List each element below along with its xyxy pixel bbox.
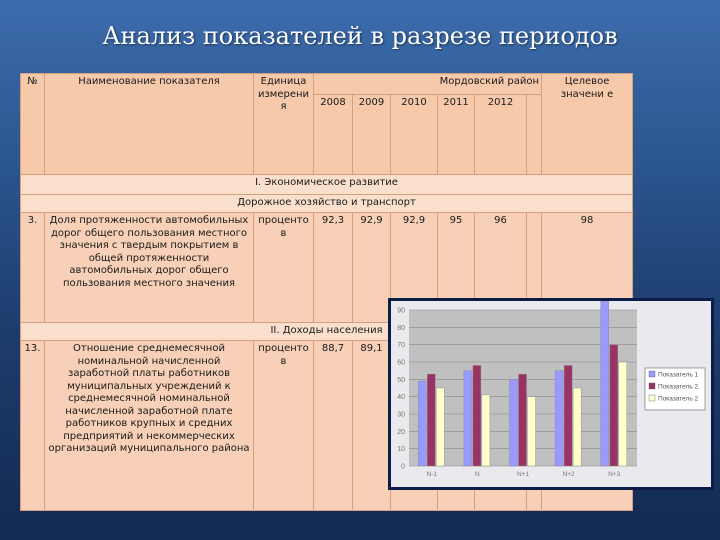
- comparison-chart[interactable]: [388, 298, 714, 490]
- row1-number: 3.: [21, 213, 45, 323]
- chart-legend-label-1: Показатель 2: [658, 383, 699, 391]
- header-name: Наименование показателя: [45, 74, 254, 175]
- chart-bar-3-0: [555, 371, 563, 466]
- header-year-2008: 2008: [314, 95, 353, 175]
- row1-value-2011: 95: [438, 213, 475, 323]
- chart-bar-2-1: [519, 374, 527, 466]
- row2-unit: проценто в: [254, 341, 314, 511]
- chart-ytick-label: 10: [397, 446, 405, 454]
- chart-bar-4-2: [619, 362, 627, 466]
- row1-value-2012: 96: [475, 213, 527, 323]
- header-region: Мордовский район: [314, 74, 542, 95]
- header-year-2010: 2010: [391, 95, 438, 175]
- header-target: Целевое значени е: [542, 74, 633, 175]
- chart-ytick-label: 60: [397, 359, 405, 367]
- chart-category-label: N+1: [516, 471, 530, 478]
- row2-number: 13.: [21, 341, 45, 511]
- chart-bar-0-1: [427, 374, 435, 466]
- chart-bar-4-1: [610, 345, 618, 466]
- row1-value-2009: 92,9: [353, 213, 391, 323]
- slide-title: Анализ показателей в разрезе периодов: [102, 22, 618, 50]
- chart-bar-2-0: [510, 379, 518, 466]
- row2-value-2008: 88,7: [314, 341, 353, 511]
- chart-ytick-label: 80: [397, 324, 405, 332]
- row2-value-2009: 89,1: [353, 341, 391, 511]
- chart-category-label: N+2: [562, 471, 575, 478]
- chart-category-label: N+3: [608, 471, 621, 478]
- header-number: №: [21, 74, 45, 175]
- chart-ytick-label: 50: [397, 376, 405, 384]
- header-year-2009: 2009: [353, 95, 391, 175]
- header-year-2012: 2012: [475, 95, 527, 175]
- chart-bar-0-2: [436, 388, 444, 466]
- chart-bar-1-1: [473, 365, 481, 466]
- chart-legend-swatch-1: [649, 383, 655, 389]
- chart-legend-swatch-0: [649, 371, 655, 377]
- row1-value-2010: 92,9: [391, 213, 438, 323]
- subsection-roads-transport: Дорожное хозяйство и транспорт: [21, 195, 633, 213]
- row1-unit: проценто в: [254, 213, 314, 323]
- chart-ytick-label: 70: [397, 342, 405, 350]
- chart-legend-swatch-2: [649, 395, 655, 401]
- row1-target: 98: [542, 213, 633, 323]
- header-empty-cell: [527, 95, 542, 175]
- chart-legend-label-2: Показатель 2: [658, 395, 699, 403]
- chart-bar-2-2: [528, 397, 536, 466]
- chart-category-label: N: [475, 471, 480, 478]
- row1-value-2008: 92,3: [314, 213, 353, 323]
- chart-bar-3-2: [573, 388, 581, 466]
- chart-legend-label-0: Показатель 1: [658, 371, 699, 379]
- chart-bar-1-2: [482, 395, 490, 466]
- chart-svg: [391, 301, 711, 487]
- header-unit: Единица измерени я: [254, 74, 314, 175]
- row2-name: Отношение среднемесячной номинальной начисленной заработной платы работников муниципальных учреждений к среднемесячной номинальной начисленной заработной плате работников крупных и средних предприятий и некоммерческих организаций муниципального района: [45, 341, 254, 511]
- row1-name: Доля протяженности автомобильных дорог общего пользования местного значения с твердым покрытием в общей протяженности автомобильных дорог общего пользования местного значения: [45, 213, 254, 323]
- chart-bar-0-0: [418, 381, 426, 466]
- chart-ytick-label: 0: [401, 463, 405, 471]
- chart-ytick-label: 20: [397, 428, 405, 436]
- section-population-income: II. Доходы населения: [21, 323, 633, 341]
- chart-bar-3-1: [564, 365, 572, 466]
- chart-ytick-label: 40: [397, 394, 405, 402]
- header-year-2011: 2011: [438, 95, 475, 175]
- section-economic-development: I. Экономическое развитие: [21, 175, 633, 195]
- chart-bar-4-0: [601, 301, 609, 466]
- chart-bar-1-0: [464, 371, 472, 466]
- chart-ytick-label: 90: [397, 307, 405, 315]
- chart-category-label: N-1: [426, 471, 438, 478]
- chart-ytick-label: 30: [397, 411, 405, 419]
